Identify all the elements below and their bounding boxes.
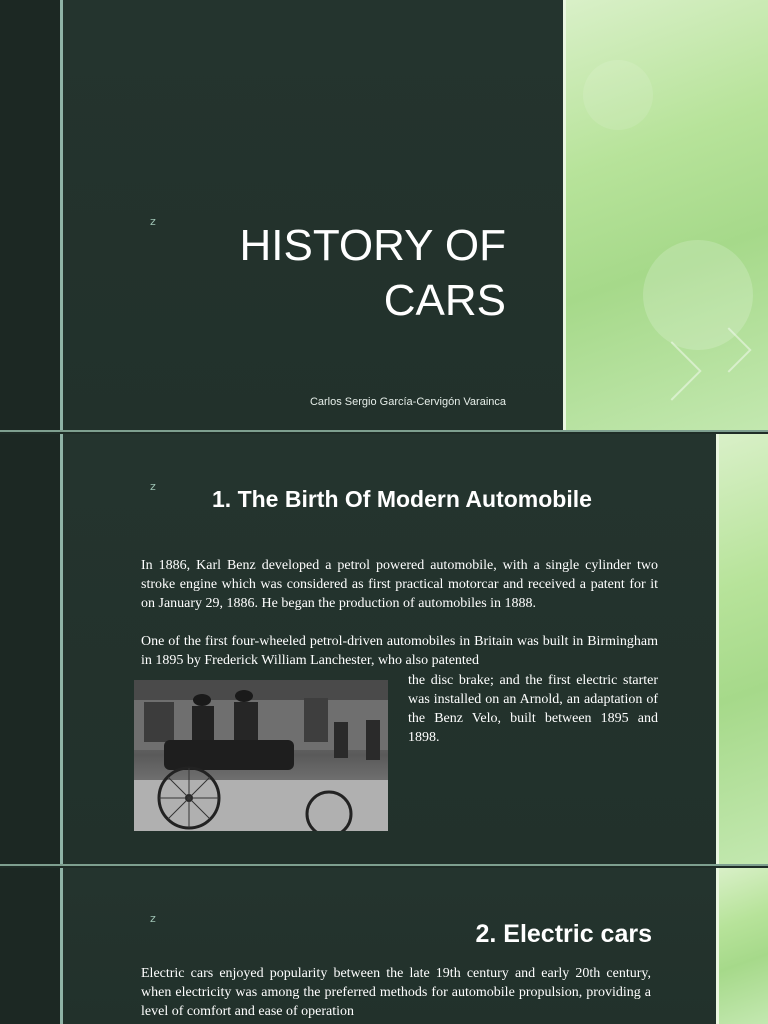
paragraph-lanchester: One of the first four-wheeled petrol-driven automobiles in Britain was built in Birmingham in 1895 by Frederick William Lanchester, who also patented — [141, 634, 658, 668]
title-slide — [0, 0, 768, 432]
slide-marker-icon: z — [150, 480, 156, 493]
green-decorative-panel — [716, 868, 768, 1024]
presentation-title — [86, 218, 506, 328]
paragraph-karl-benz: In 1886, Karl Benz developed a petrol powered automobile, with a single cylinder two stroke engine which was considered as first practical motorcar and received a patent for it on January 29, 1886. He began the production of automobiles in 1888. — [141, 558, 658, 611]
green-decorative-panel — [563, 0, 768, 432]
left-bar — [0, 0, 60, 432]
author-name: Carlos Sergio García-Cervigón Varainca — [309, 396, 506, 408]
left-bar — [0, 434, 60, 866]
left-accent-line — [60, 434, 63, 866]
slide-heading: 2. Electric cars — [475, 920, 652, 948]
title-line-2: CARS — [383, 276, 506, 325]
left-accent-line — [60, 868, 63, 1024]
slide-heading: 1. The Birth Of Modern Automobile — [212, 486, 592, 512]
electric-cars-slide — [0, 868, 768, 1024]
decorative-circle — [643, 240, 753, 350]
slide-divider — [0, 864, 768, 866]
slide-marker-icon: z — [150, 912, 156, 925]
chevron-right-icon — [642, 341, 701, 400]
paragraph-electric-cars: Electric cars enjoyed popularity between the late 19th century and early 20th century, when electricity was among the preferred methods for automobile propulsion, providing a level of comfort and ease of operation — [141, 966, 651, 1019]
slide-marker-icon: z — [150, 215, 156, 228]
green-decorative-panel — [716, 434, 768, 866]
left-bar — [0, 868, 60, 1024]
decorative-circle — [583, 60, 653, 130]
birth-of-automobile-slide — [0, 434, 768, 866]
left-accent-line — [60, 0, 63, 432]
paragraph-disc-brake: the disc brake; and the first electric starter was installed on an Arnold, an adaptation of the Benz Velo, built between 1895 and 1898. — [408, 673, 658, 745]
benz-motorwagen-photo — [134, 680, 388, 831]
title-line-1: HISTORY OF — [239, 221, 506, 270]
slide-divider — [0, 430, 768, 432]
